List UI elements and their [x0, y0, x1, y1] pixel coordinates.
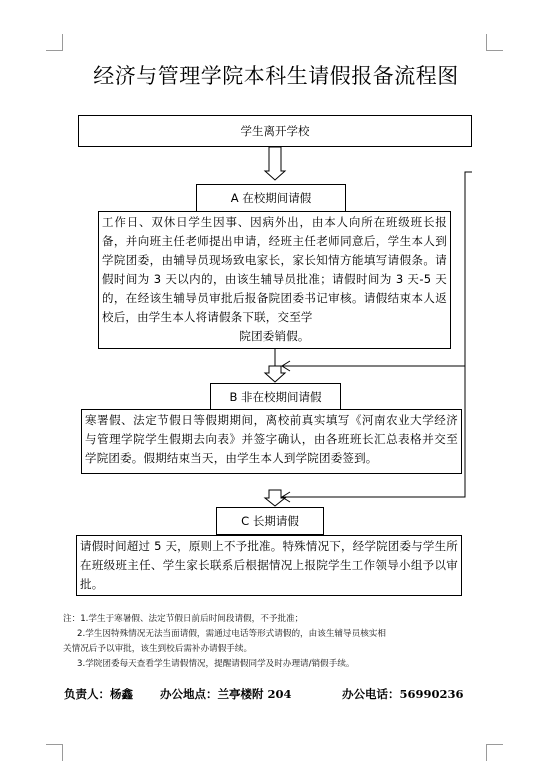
start-box: 学生离开学校 [78, 115, 472, 147]
note-3: 3.学院团委每天查看学生请假情况，提醒请假同学及时办理请/销假手续。 [77, 659, 355, 669]
note-2-cont: 关情况后予以审批，该生到校后需补办请假手续。 [63, 644, 253, 654]
section-c-body: 请假时间超过 5 天，原则上不予批准。特殊情况下，经学院团委与学生所在班级班主任、学生家长联系后根据情况上报院学生工作领导小组予以审批。 [76, 535, 462, 596]
section-c-heading: C 长期请假 [216, 507, 324, 535]
section-a-body [98, 211, 451, 349]
down-arrow-1 [265, 147, 285, 180]
section-a-text: 工作日、双休日学生因事、因病外出，由本人向所在班级班长报备，并向班主任老师提出申请，经班主任老师同意后，学生本人到学院团委，由辅导员现场致电家长，家长知情方能填写请假条。请假时间为 3 天以内的，由该生辅导员批准；请假时间为 3 天-5 天的，在经该生辅导员审批后报备院团委书记审核。请假结束本人返校后，由学生本人将请假条下联，交至学 [102, 215, 447, 324]
note-1: 注：1.学生于寒暑假、法定节假日前后时间段请假，不予批准； [63, 614, 304, 624]
section-b-body: 寒署假、法定节假日等假期期间，离校前真实填写《河南农业大学经济与管理学院学生假期去向表》并签字确认，由各班班长汇总表格并交至学院团委。假期结束当天，由学生本人到学院团委签到。 [81, 409, 462, 474]
section-b-heading: B 非在校期间请假 [210, 383, 341, 410]
note-2: 2.学生因特殊情况无法当面请假，需通过电话等形式请假的，由该生辅导员核实相 [77, 629, 386, 639]
page-title: 经济与管理学院本科生请假报备流程图 [93, 64, 459, 88]
contact-footer [64, 686, 504, 702]
section-a-heading: A 在校期间请假 [196, 184, 346, 212]
down-arrow-3 [265, 490, 285, 506]
notes [63, 612, 493, 672]
down-arrow-2 [265, 366, 285, 382]
section-a-text-last: 院团委销假。 [239, 329, 310, 343]
responsible-person: 负责人：杨鑫 [64, 687, 133, 701]
office-phone: 办公电话：56990236 [342, 687, 464, 701]
office-location: 办公地点：兰亭楼附 204 [160, 687, 292, 701]
